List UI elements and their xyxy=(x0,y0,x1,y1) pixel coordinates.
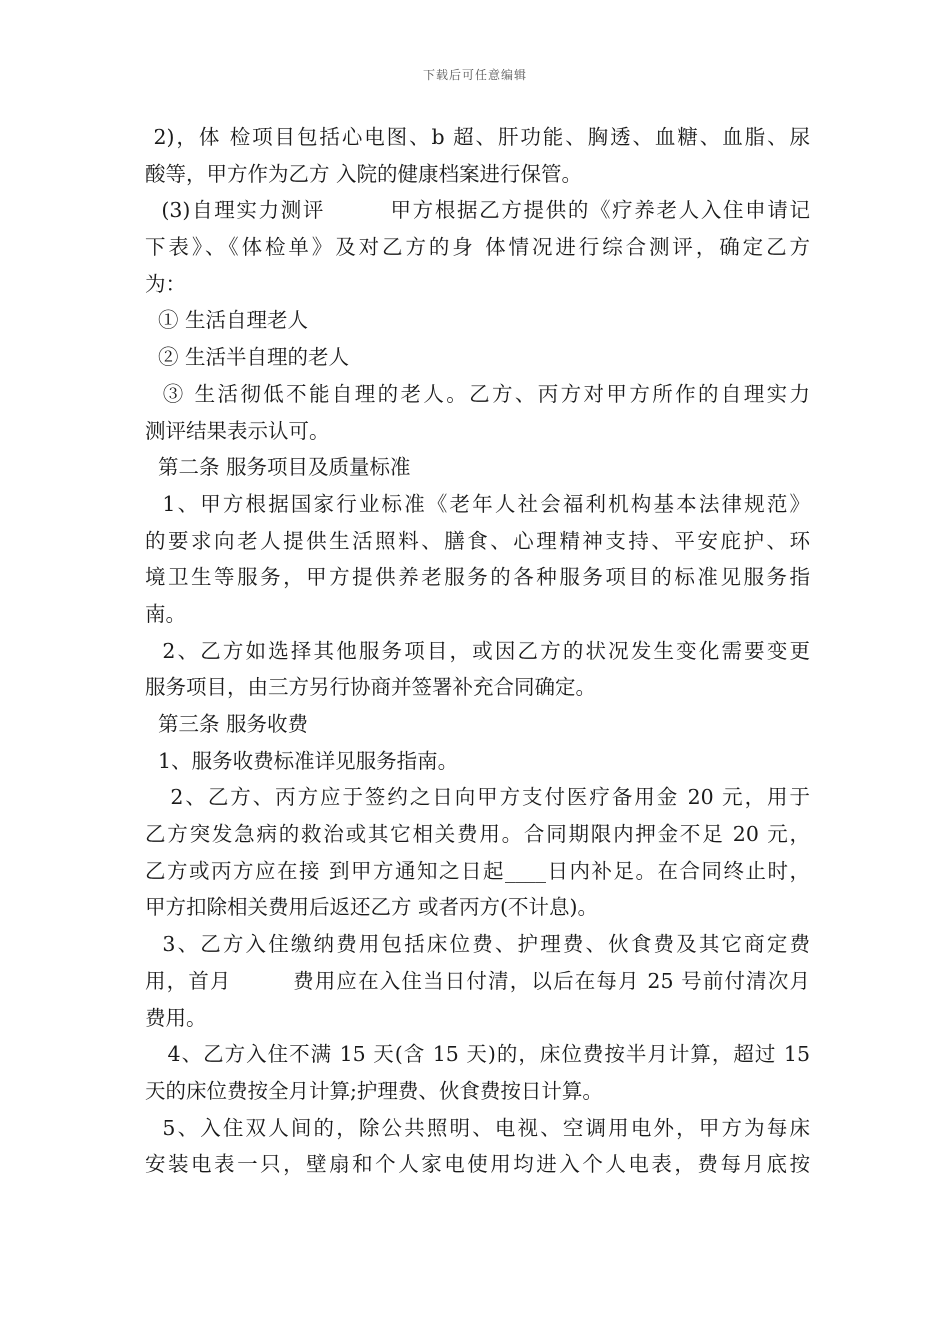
document-line: ③ 生活彻低不能自理的老人。乙方、丙方对甲方所作的自理实力 xyxy=(145,381,810,406)
document-line: 2、乙方如选择其他服务项目，或因乙方的状况发生变化需要变更 xyxy=(145,638,810,663)
document-line: 1、服务收费标准详见服务指南。 xyxy=(145,748,459,773)
document-line: ② 生活半自理的老人 xyxy=(145,345,350,370)
document-line: 乙方突发急病的救治或其它相关费用。合同期限内押金不足 20 元， xyxy=(145,822,810,847)
document-line: 为： xyxy=(145,271,186,296)
document-line: 服务项目，由三方另行协商并签署补充合同确定。 xyxy=(145,675,596,700)
document-line: 第三条 服务收费 xyxy=(145,712,309,736)
document-line: 第二条 服务项目及质量标准 xyxy=(145,455,411,480)
document-line: 下表》、《体检单》及对乙方的身 体情况进行综合测评，确定乙方 xyxy=(145,235,810,260)
document-line: ① 生活自理老人 xyxy=(145,308,309,333)
document-line: (3)自理实力测评 甲方根据乙方提供的《疗养老人入住申请记 xyxy=(145,198,810,223)
document-line: 酸等，甲方作为乙方 入院的健康档案进行保管。 xyxy=(145,161,583,186)
document-line: 2、乙方、丙方应于签约之日向甲方支付医疗备用金 20 元，用于 xyxy=(145,785,810,810)
document-line: 测评结果表示认可。 xyxy=(145,418,330,443)
document-line: 4、乙方入住不满 15 天(含 15 天)的，床位费按半月计算，超过 15 xyxy=(145,1042,810,1067)
document-line: 天的床位费按全月计算;护理费、伙食费按日计算。 xyxy=(145,1078,603,1103)
document-body xyxy=(145,119,810,1183)
document-line: 费用。 xyxy=(145,1005,207,1030)
document-line: 南。 xyxy=(145,601,186,626)
document-line: 1、甲方根据国家行业标准《老年人社会福利机构基本法律规范》 xyxy=(145,491,810,516)
document-line: 境卫生等服务，甲方提供养老服务的各种服务项目的标准见服务指 xyxy=(145,565,810,590)
document-line: 乙方或丙方应在接 到甲方通知之日起____日内补足。在合同终止时， xyxy=(145,858,810,883)
document-line: 安装电表一只，壁扇和个人家电使用均进入个人电表，费每月底按 xyxy=(145,1152,810,1177)
document-line: 甲方扣除相关费用后返还乙方 或者丙方(不计息)。 xyxy=(145,895,599,920)
document-line: 3、乙方入住缴纳费用包括床位费、护理费、伙食费及其它商定费 xyxy=(145,932,810,957)
document-line: 用，首月 费用应在入住当日付清，以后在每月 25 号前付清次月 xyxy=(145,968,810,993)
document-line: 5、入住双人间的，除公共照明、电视、空调用电外，甲方为每床 xyxy=(145,1115,810,1140)
document-line: 的要求向老人提供生活照料、膳食、心理精神支持、平安庇护、环 xyxy=(145,528,810,553)
page-header-note: 下载后可任意编辑 xyxy=(422,68,527,82)
document-line: 2)，体 检项目包括心电图、b 超、肝功能、胸透、血糖、血脂、尿 xyxy=(145,125,810,149)
